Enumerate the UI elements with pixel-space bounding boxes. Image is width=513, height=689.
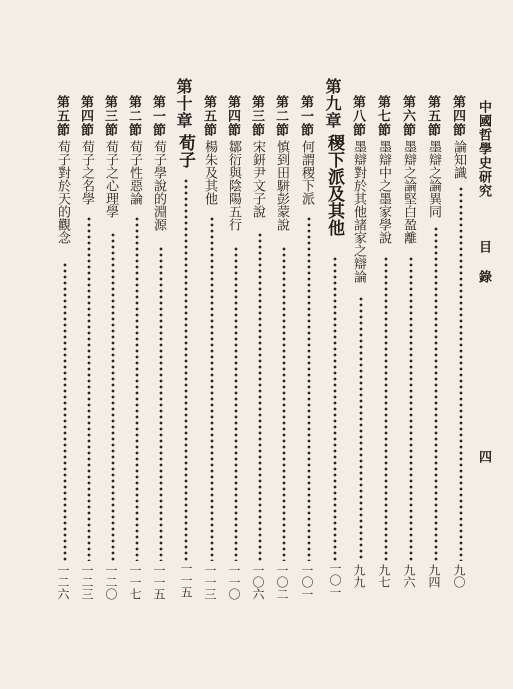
toc-entry bbox=[100, 0, 126, 689]
entry-title: 論知識 bbox=[451, 140, 466, 179]
leader-dots bbox=[434, 226, 438, 561]
section-label: 第四節 bbox=[225, 95, 240, 137]
entry-page: 九六 bbox=[402, 564, 416, 588]
entry-page: 一一七 bbox=[128, 564, 142, 600]
toc-entry bbox=[296, 0, 322, 689]
running-title: 中國哲學史研究 bbox=[476, 100, 491, 198]
leader-dots bbox=[307, 216, 311, 561]
leader-dots bbox=[63, 262, 67, 561]
entry-title: 荀子對於天的觀念 bbox=[55, 140, 70, 244]
entry-page: 一二六 bbox=[56, 564, 70, 600]
entry-page: 一二〇 bbox=[104, 564, 118, 600]
leader-dots bbox=[210, 216, 214, 561]
entry-page: 九九 bbox=[352, 564, 366, 588]
leader-dots bbox=[258, 232, 262, 561]
entry-title: 楊朱及其他 bbox=[202, 140, 217, 205]
section-title: 目 錄 bbox=[476, 240, 491, 284]
section-label: 第一節 bbox=[150, 95, 165, 137]
section-label: 第四節 bbox=[450, 95, 465, 137]
toc-entry bbox=[199, 0, 225, 689]
toc-entry bbox=[223, 0, 249, 689]
leader-dots bbox=[459, 186, 463, 561]
entry-page: 九〇 bbox=[452, 564, 466, 588]
section-label: 第一節 bbox=[298, 95, 313, 137]
toc-entry bbox=[348, 0, 374, 689]
page-number: 四 bbox=[476, 450, 491, 463]
toc-entry bbox=[423, 0, 449, 689]
entry-page: 一一三 bbox=[203, 564, 217, 600]
entry-title: 墨辯之論異同 bbox=[426, 140, 441, 218]
section-label: 第四節 bbox=[78, 95, 93, 137]
entry-page: 一〇一 bbox=[328, 562, 342, 598]
entry-page: 一〇二 bbox=[275, 564, 289, 600]
toc-entry bbox=[448, 0, 474, 689]
entry-title: 何謂稷下派 bbox=[299, 140, 314, 205]
entry-title: 荀子之名學 bbox=[79, 140, 94, 205]
leader-dots bbox=[159, 246, 163, 561]
toc-chapter bbox=[321, 0, 349, 689]
toc-entry bbox=[373, 0, 399, 689]
running-header bbox=[474, 100, 493, 284]
section-label: 第五節 bbox=[201, 95, 216, 137]
section-label: 第六節 bbox=[400, 95, 415, 137]
entry-page: 九七 bbox=[377, 564, 391, 588]
entry-title: 宋鈃尹文子說 bbox=[250, 140, 265, 218]
leader-dots bbox=[184, 178, 188, 561]
leader-dots bbox=[282, 246, 286, 561]
entry-page: 一〇六 bbox=[251, 564, 265, 600]
entry-title: 荀子性惡論 bbox=[127, 140, 142, 205]
entry-title: 墨辯之論堅白盈離 bbox=[401, 140, 416, 244]
entry-page: 一一五 bbox=[152, 564, 166, 600]
toc-entry bbox=[271, 0, 297, 689]
entry-page: 九四 bbox=[427, 564, 441, 588]
section-label: 第三節 bbox=[102, 95, 117, 137]
toc-entry bbox=[148, 0, 174, 689]
entry-page: 一二三 bbox=[80, 564, 94, 600]
entry-page: 一一五 bbox=[179, 562, 193, 598]
leader-dots bbox=[333, 256, 337, 561]
entry-page: 一一〇 bbox=[227, 564, 241, 600]
section-label: 第二節 bbox=[126, 95, 141, 137]
entry-title: 慎到田駢彭蒙說 bbox=[274, 140, 289, 231]
toc-entry bbox=[247, 0, 273, 689]
section-label: 第二節 bbox=[273, 95, 288, 137]
chapter-label: 第九章 bbox=[323, 78, 342, 129]
entry-title: 荀子之心理學 bbox=[103, 140, 118, 218]
section-label: 第七節 bbox=[375, 95, 390, 137]
chapter-title: 稷下派及其他 bbox=[324, 134, 344, 236]
toc-entry bbox=[124, 0, 150, 689]
toc-chapter bbox=[172, 0, 200, 689]
section-label: 第三節 bbox=[249, 95, 264, 137]
chapter-label: 第十章 bbox=[174, 78, 193, 129]
section-label: 第五節 bbox=[425, 95, 440, 137]
section-label: 第八節 bbox=[350, 95, 365, 137]
leader-dots bbox=[135, 216, 139, 561]
toc-entry bbox=[52, 0, 78, 689]
leader-dots bbox=[359, 296, 363, 561]
leader-dots bbox=[409, 256, 413, 561]
entry-title: 荀子學說的淵源 bbox=[151, 140, 166, 231]
section-label: 第五節 bbox=[54, 95, 69, 137]
entry-title: 墨辯中之墨家學說 bbox=[376, 140, 391, 244]
leader-dots bbox=[234, 246, 238, 561]
entry-title: 墨辯對於其他諸家之辯論 bbox=[351, 140, 366, 283]
toc-entry bbox=[398, 0, 424, 689]
leader-dots bbox=[87, 216, 91, 561]
entry-page: 一〇一 bbox=[300, 564, 314, 600]
toc-entry bbox=[76, 0, 102, 689]
leader-dots bbox=[384, 256, 388, 561]
chapter-title: 荀子 bbox=[175, 134, 195, 168]
entry-title: 鄒衍與陰陽五行 bbox=[226, 140, 241, 231]
leader-dots bbox=[111, 232, 115, 561]
